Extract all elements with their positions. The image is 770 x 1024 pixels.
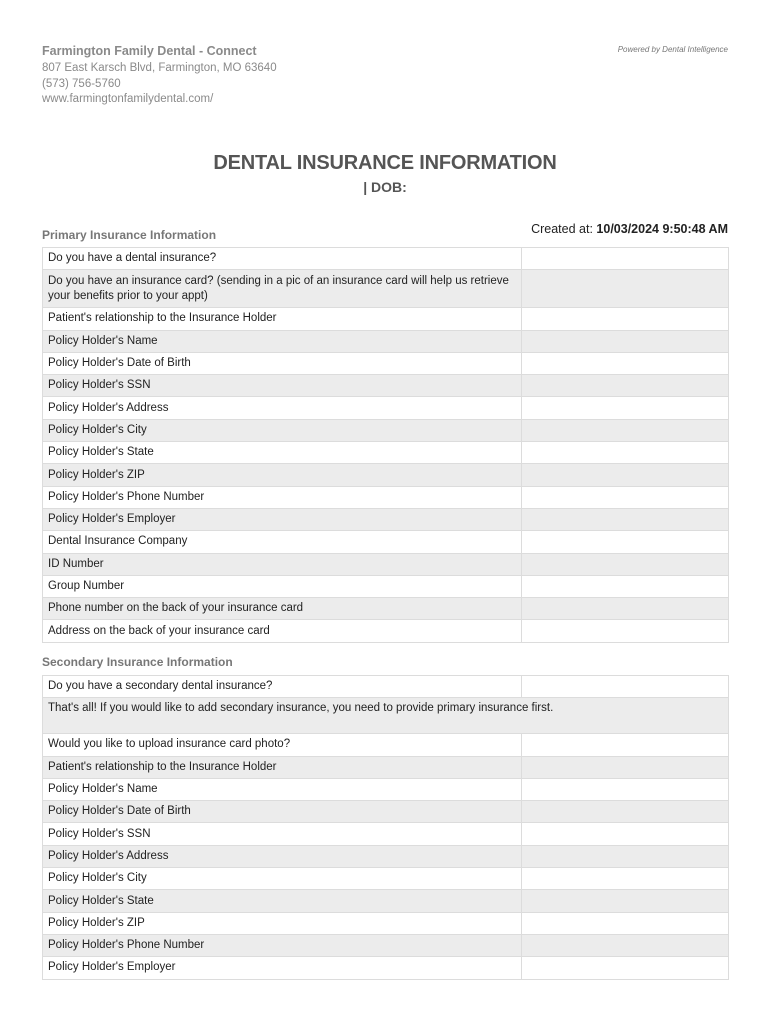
primary-section-heading: Primary Insurance Information	[42, 228, 217, 242]
question-cell: Policy Holder's Date of Birth	[43, 801, 522, 823]
question-cell: Do you have an insurance card? (sending in a pic of an insurance card will help us retrieve your benefits prior to your appt)	[43, 270, 522, 308]
answer-cell	[522, 890, 729, 912]
question-cell: Patient's relationship to the Insurance Holder	[43, 308, 522, 330]
answer-cell	[522, 575, 729, 597]
table-row	[43, 419, 729, 441]
powered-by: Powered by Dental Intelligence	[617, 45, 728, 54]
table-row	[43, 553, 729, 575]
answer-cell	[522, 553, 729, 575]
answer-cell	[522, 464, 729, 486]
answer-cell	[522, 912, 729, 934]
question-cell: Policy Holder's City	[43, 868, 522, 890]
answer-cell	[522, 330, 729, 352]
answer-cell	[522, 620, 729, 642]
table-row	[43, 934, 729, 956]
question-cell: Policy Holder's Employer	[43, 508, 522, 530]
answer-cell	[522, 248, 729, 270]
question-cell: Policy Holder's Name	[43, 330, 522, 352]
document-title: DENTAL INSURANCE INFORMATION	[213, 152, 557, 174]
question-cell: Policy Holder's City	[43, 419, 522, 441]
table-row	[43, 890, 729, 912]
question-cell: Do you have a secondary dental insurance?	[43, 676, 522, 698]
question-cell: Policy Holder's State	[43, 890, 522, 912]
table-row	[43, 575, 729, 597]
question-cell: Policy Holder's ZIP	[43, 912, 522, 934]
table-row	[43, 868, 729, 890]
table-row	[43, 823, 729, 845]
question-cell: Policy Holder's State	[43, 442, 522, 464]
table-row	[43, 734, 729, 756]
answer-cell	[522, 778, 729, 800]
answer-cell	[522, 375, 729, 397]
table-row	[43, 912, 729, 934]
question-cell: Address on the back of your insurance card	[43, 620, 522, 642]
question-cell: Group Number	[43, 575, 522, 597]
dob-line: | DOB:	[363, 179, 407, 195]
answer-cell	[522, 676, 729, 698]
practice-header	[42, 44, 277, 108]
table-row	[43, 620, 729, 642]
answer-cell	[522, 531, 729, 553]
question-cell: ID Number	[43, 553, 522, 575]
answer-cell	[522, 756, 729, 778]
answer-cell	[522, 868, 729, 890]
question-cell: Policy Holder's Address	[43, 845, 522, 867]
question-cell: Do you have a dental insurance?	[43, 248, 522, 270]
answer-cell	[522, 845, 729, 867]
answer-cell	[522, 308, 729, 330]
question-cell: Policy Holder's Phone Number	[43, 934, 522, 956]
question-cell: Policy Holder's ZIP	[43, 464, 522, 486]
answer-cell	[522, 352, 729, 374]
table-row	[43, 845, 729, 867]
table-row	[43, 531, 729, 553]
table-row	[43, 397, 729, 419]
table-row	[43, 957, 729, 979]
table-row	[43, 442, 729, 464]
answer-cell	[522, 270, 729, 308]
secondary-section-heading: Secondary Insurance Information	[42, 655, 233, 669]
table-row	[43, 676, 729, 698]
answer-cell	[522, 734, 729, 756]
practice-website: www.farmingtonfamilydental.com/	[42, 93, 214, 105]
answer-cell	[522, 801, 729, 823]
created-at	[531, 222, 728, 236]
question-cell: Dental Insurance Company	[43, 531, 522, 553]
question-cell: Policy Holder's Address	[43, 397, 522, 419]
primary-insurance-table	[42, 247, 729, 643]
created-label: Created at:	[531, 222, 597, 236]
practice-name: Farmington Family Dental - Connect	[42, 44, 257, 58]
table-row	[43, 778, 729, 800]
table-row	[43, 308, 729, 330]
answer-cell	[522, 598, 729, 620]
answer-cell	[522, 934, 729, 956]
table-row	[43, 508, 729, 530]
answer-cell	[522, 397, 729, 419]
question-cell: Policy Holder's Phone Number	[43, 486, 522, 508]
question-cell: Policy Holder's Date of Birth	[43, 352, 522, 374]
table-row	[43, 464, 729, 486]
answer-cell	[522, 486, 729, 508]
answer-cell	[522, 508, 729, 530]
answer-cell	[522, 419, 729, 441]
table-row	[43, 248, 729, 270]
question-cell: Would you like to upload insurance card photo?	[43, 734, 522, 756]
practice-address: 807 East Karsch Blvd, Farmington, MO 63640	[42, 62, 277, 74]
practice-phone: (573) 756-5760	[42, 77, 121, 90]
table-row	[43, 801, 729, 823]
question-cell: Policy Holder's Name	[43, 778, 522, 800]
table-row	[43, 698, 729, 734]
secondary-insurance-table	[42, 675, 729, 980]
answer-cell	[522, 442, 729, 464]
table-row	[43, 270, 729, 308]
created-value: 10/03/2024 9:50:48 AM	[596, 222, 728, 236]
table-row	[43, 486, 729, 508]
question-cell: Patient's relationship to the Insurance Holder	[43, 756, 522, 778]
question-cell: Policy Holder's SSN	[43, 375, 522, 397]
table-row	[43, 756, 729, 778]
question-cell: Policy Holder's SSN	[43, 823, 522, 845]
table-row	[43, 352, 729, 374]
table-row	[43, 598, 729, 620]
question-cell: Policy Holder's Employer	[43, 957, 522, 979]
table-row	[43, 330, 729, 352]
answer-cell	[522, 823, 729, 845]
question-cell: Phone number on the back of your insurance card	[43, 598, 522, 620]
answer-cell	[522, 957, 729, 979]
table-row	[43, 375, 729, 397]
message-cell: That's all! If you would like to add secondary insurance, you need to provide primary insurance first.	[43, 698, 729, 734]
